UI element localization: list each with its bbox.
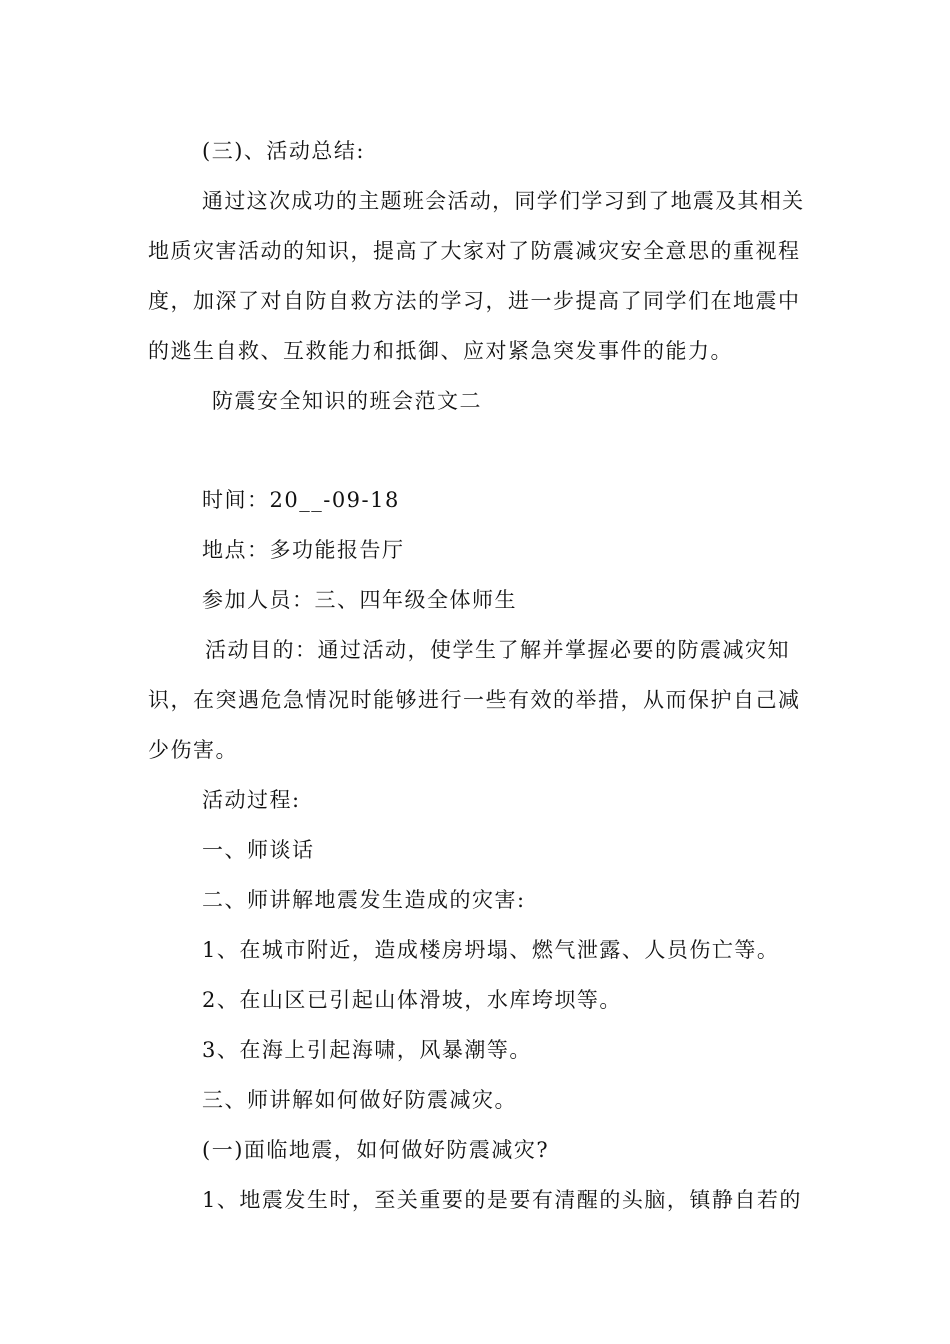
purpose-line-2: 识，在突遇危急情况时能够进行一些有效的举措，从而保护自己减 [148, 688, 801, 712]
process-item-two: 二、师讲解地震发生造成的灾害: [202, 888, 526, 912]
summary-line-3: 度，加深了对自防自救方法的学习，进一步提高了同学们在地震中 [148, 289, 801, 313]
time-line: 时间：20__-09-18 [202, 488, 400, 512]
document-title-2: 防震安全知识的班会范文二 [212, 389, 482, 413]
disaster-item-1: 1、在城市附近，造成楼房坍塌、燃气泄露、人员伤亡等。 [202, 938, 780, 962]
purpose-line-1: 活动目的：通过活动，使学生了解并掌握必要的防震减灾知 [205, 638, 790, 662]
place-line: 地点：多功能报告厅 [202, 538, 405, 562]
process-item-one: 一、师谈话 [202, 838, 315, 862]
section-heading-summary: (三)、活动总结: [202, 139, 365, 163]
process-heading: 活动过程: [202, 788, 301, 812]
summary-line-1: 通过这次成功的主题班会活动，同学们学习到了地震及其相关 [202, 189, 805, 213]
disaster-item-2: 2、在山区已引起山体滑坡，水库垮坝等。 [202, 988, 622, 1012]
participants-line: 参加人员：三、四年级全体师生 [202, 588, 517, 612]
sub-item-one: (一)面临地震，如何做好防震减灾? [202, 1138, 550, 1162]
purpose-line-3: 少伤害。 [148, 738, 238, 762]
summary-line-4: 的逃生自救、互救能力和抵御、应对紧急突发事件的能力。 [148, 339, 733, 363]
summary-line-2: 地质灾害活动的知识，提高了大家对了防震减灾安全意思的重视程 [148, 239, 801, 263]
disaster-item-3: 3、在海上引起海啸，风暴潮等。 [202, 1038, 532, 1062]
guidance-line-1: 1、地震发生时，至关重要的是要有清醒的头脑，镇静自若的 [202, 1188, 802, 1212]
process-item-three: 三、师讲解如何做好防震减灾。 [202, 1088, 517, 1112]
